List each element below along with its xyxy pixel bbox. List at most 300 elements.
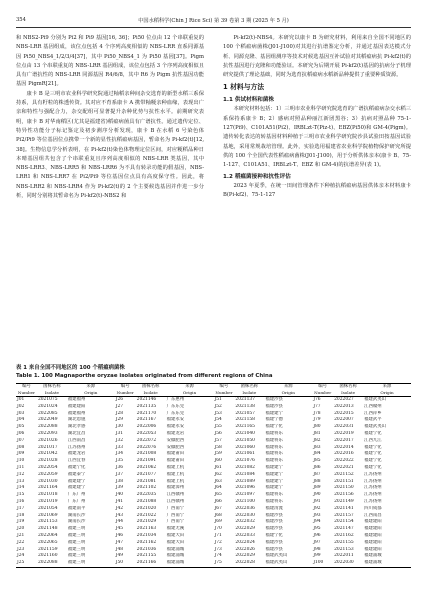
table-cell: J81 [313, 430, 321, 436]
body-paragraph: 2023 年夏季，在统一田间管理条件下种植抗稻瘟病基因供体亲本材料康卡 B(Pi-kf2)、75-1-127 [223, 182, 411, 198]
table-cell: 福建大田 [166, 532, 185, 538]
table-cell: J05 [17, 424, 25, 430]
table-cell: J38 [115, 478, 124, 484]
table-cell: 2021166 [136, 560, 166, 567]
table-cell: 2021150 [334, 485, 354, 491]
table-row [16, 411, 411, 418]
table-cell: 2021069 [37, 512, 58, 518]
table-cell: 江苏扬州 [364, 492, 382, 498]
table-cell: 2021138 [235, 403, 255, 409]
table-cell: 广西南宁 [166, 519, 185, 525]
table-cell: J48 [115, 546, 124, 552]
table-cell: J30 [115, 424, 124, 430]
table-cell: 2022064 [37, 532, 58, 538]
table-caption-cn: 表 1 来自全国不同地区的 100 个稻瘟病菌株 [16, 365, 125, 371]
table-cell: J96 [313, 532, 321, 538]
table-cell: 2021036 [136, 546, 157, 552]
column-header-en: Isolate [37, 390, 67, 396]
table-cell: J56 [214, 430, 222, 436]
table-cell: 福建泰宁 [67, 471, 86, 477]
table-cell: 江苏扬州 [364, 478, 382, 484]
page-number: 354 [16, 17, 26, 23]
table-row [16, 540, 411, 547]
table-cell: J13 [17, 478, 25, 484]
table-cell: J03 [17, 410, 25, 416]
table-cell: 2021028 [37, 458, 58, 464]
table-cell: 2021008 [136, 451, 157, 457]
table-cell: 福建上杭 [166, 471, 185, 477]
table-cell: 2021084 [235, 471, 255, 477]
table-cell: J53 [214, 410, 222, 416]
table-cell: J42 [115, 505, 124, 511]
table-cell: J91 [313, 498, 321, 504]
table-cell: 福建宁化 [265, 532, 283, 538]
table-row [16, 560, 411, 567]
table-cell: J20 [17, 526, 25, 532]
table-cell: 2021167 [136, 417, 157, 423]
table-cell: 江苏扬州 [364, 471, 382, 477]
column-header-en: Number [116, 390, 134, 396]
table-cell: 福建宁德 [265, 417, 283, 423]
table-cell: J68 [214, 512, 222, 518]
table-cell: J54 [214, 417, 222, 423]
table-cell: 2022026 [235, 546, 255, 552]
table-cell: 2021149 [334, 498, 354, 504]
table-cell: J11 [17, 464, 25, 470]
table-cell: J64 [214, 485, 222, 491]
table-cell: 2021040 [235, 430, 255, 436]
table-cell: J39 [115, 485, 124, 491]
table-cell: J73 [214, 546, 222, 552]
table-cell: 江西南昌 [67, 437, 86, 443]
table-cell: 2022088 [37, 424, 58, 430]
table-cell: 江西南昌 [364, 512, 382, 518]
table-cell: 2021163 [136, 526, 157, 532]
body-paragraph: 本研究材料包括：1）三明市农业科学研究院选育的广谱抗稻瘟病杂交水稻三系保持系康卡 B；2）感病对照品种丽江新团黑谷；3）抗病对照品种 75-1-127(Pi9)、C101A51(Pi2)、IRBLzt-T(Piz-t)、EBZ(Pi50)和 GM-4(Pigm)。遗传转化表达的转基因材料种植于三明市农业科学研究院沙县试验田按基因试验基地，采用常规栽培管理。此外，实验选用福建省农业科学院植物保护研究所提供的 100 个全国代表性稻瘟病菌株(J01-J100)，用于分析供体亲本(康卡 B、75-1-127、C101A51、IRBLzt-T、EBZ 和 GM-4)的抗谱差异(表 1)。 [223, 106, 411, 169]
table-cell: 福建将乐 [265, 444, 283, 450]
table-cell: 福建将乐 [265, 458, 283, 464]
table-cell: 2021034 [136, 532, 157, 538]
table-cell: 2021146 [136, 397, 157, 402]
table-cell: 江苏扬州 [364, 498, 382, 504]
table-cell: 2021097 [235, 492, 255, 498]
table-cell: 广西南宁 [166, 512, 185, 518]
table-cell: 福建将乐 [265, 430, 283, 436]
table-cell: J14 [17, 485, 25, 491]
table-cell: 2021088 [136, 498, 157, 504]
table-cell: J23 [17, 546, 25, 552]
table-cell: 福建宁化 [364, 464, 382, 470]
table-cell: 2022035 [136, 492, 157, 498]
table-cell: 2021077 [136, 471, 157, 477]
table-cell: J100 [312, 560, 333, 567]
table-cell: J99 [313, 553, 321, 559]
table-header-cn [16, 384, 411, 391]
column-header-en: Number [215, 390, 233, 396]
table-cell: J04 [17, 417, 25, 423]
body-paragraph: 康卡 B 是三明市农业科学研究院通过籼稻亲种间杂交选育的新型水稻三系保持系，具有籽粒的株透传资。其对应不育系康卡 A 携带籼粳亲种血缘，表现出广亲和特性与强配合力，杂交配组可显著提升杂种优势与抗性水平。前期研究表明，康卡 B 对华南稻区(尤其是福建省)稻瘟病菌具有广谱抗性。通过遗传定位、特异性功能分子标记鉴定及初步测序分析发现，康卡 B 在水稻 6 号染色体 Pi2/Pi9 等位基因位点携带一个新的显性抗稻瘟病基因，暂命名为 Pi-kf2(t)[12, 38]。生物信息学分析表明，在 Pi-kf2(t)染色体物理定位区间，对应粳稻品种日本晴基因组共包含了个串联重复且序列高度相似的 NBS-LRR 类基因，其中 NBS-LRR3、NBS-LRR5 和 NBS-LRR6 为不具有转录功能的假基因，NBS-LRR1 和 NBS-LRR7 在 Pi2/Pi9 等位基因位点具有高度保守性。因此，将 NBS-LRR2 和 NBS-LRR4 作为 Pi-kf2(t)的 2 个主要候选基因并作进一步分析，同时分别将其暂命名为 Pi-kf2(t)-NBS2 和 [16, 90, 204, 200]
table-cell: J17 [17, 505, 25, 511]
table-cell: 2021089 [235, 478, 255, 484]
table-cell: 福建南平 [67, 505, 86, 511]
table-cell: 2022085 [37, 410, 58, 416]
table-cell: 2022093 [37, 430, 58, 436]
table-cell: J08 [17, 444, 25, 450]
table-cell: 福建建宁 [265, 478, 283, 484]
table-cell: J34 [115, 451, 124, 457]
table-cell: 2021075 [37, 397, 58, 402]
table-cell: 2022030 [235, 512, 255, 518]
table-caption [16, 364, 411, 380]
table-cell: J74 [214, 553, 222, 559]
table-cell: J19 [17, 519, 25, 525]
column-header-cn: 来源 [166, 384, 214, 391]
table-cell: 2021162 [136, 539, 157, 545]
table-cell: J28 [115, 410, 124, 416]
table-cell: J47 [115, 539, 124, 545]
table-cell: 江西赣州 [166, 498, 185, 504]
table-cell: 2022006 [136, 424, 157, 430]
section-heading: 1 材料与方法 [223, 83, 265, 92]
table-cell: J44 [115, 519, 124, 525]
table-row [16, 547, 411, 554]
table-cell: 广东东莞 [166, 410, 185, 416]
table-cell: J18 [17, 512, 25, 518]
table-cell: 2021022 [136, 512, 157, 518]
table-cell: 福建建阳 [364, 532, 382, 538]
table-cell: 福建宁化 [364, 430, 382, 436]
table-row [16, 465, 411, 472]
table-cell: 2022029 [235, 526, 255, 532]
table-cell: J78 [313, 410, 321, 416]
table-cell: 2021162 [334, 532, 354, 538]
left-column [16, 34, 204, 361]
table-cell: 2022021 [334, 464, 354, 470]
table-row [16, 513, 411, 520]
column-header-en: Origin [264, 390, 312, 396]
table-cell: 2021156 [334, 492, 354, 498]
table-cell: 2022033 [235, 532, 255, 538]
column-header-cn: 编号 [213, 384, 234, 391]
table-cell: 2021018 [37, 492, 58, 498]
table-cell: J09 [17, 451, 25, 457]
table-cell: J84 [313, 451, 321, 457]
table-cell: 福建将乐 [265, 437, 283, 443]
table-row [16, 445, 411, 452]
body-paragraph: Pi-kf2(t)-NBS4。本研究以康卡 B 为研究材料，利用来自全国不同地区的 100 个稻瘟病菌株(J01-J100)对其进行抗谱鉴定分析，并通过基因表达模式分析、同源克隆、基因组测序等技术对候选基因互补试验对其稻瘟病抗 Pi-kf2(t)的抗性基因进行克隆和功能验证。本研究为后期开展 Pi-kf2(t)基因的抗病分子机理研究提供了理论基础，同时为选育抗稻瘟病水稻新品种提供了重要种质资源。 [223, 35, 411, 79]
table-cell: 2022019 [334, 430, 354, 436]
table-cell: J60 [214, 458, 222, 464]
table-cell: 福建宁化 [364, 458, 382, 464]
table-cell: J29 [115, 417, 124, 423]
table-row [16, 479, 411, 486]
table-cell: 江西九江 [364, 437, 382, 443]
table-cell: 江西宜春 [67, 458, 86, 464]
table-cell: 2022049 [37, 417, 58, 423]
table-cell: 福建武夷山 [264, 560, 312, 567]
column-header-cn: 来源 [363, 384, 411, 391]
table-cell: 2022031 [334, 424, 354, 430]
table-cell: 福建福州 [67, 397, 86, 402]
table-cell: 福建浦城 [363, 560, 411, 567]
table-cell: 2021019 [37, 498, 58, 504]
table-row [16, 451, 411, 458]
table-cell: J43 [115, 512, 124, 518]
table-row [16, 472, 411, 479]
table-cell: 2021135 [136, 403, 157, 409]
table-cell: 福建宁化 [67, 464, 86, 470]
table-cell: 福建浦城 [166, 560, 214, 567]
table-cell: 福建三明 [67, 532, 86, 538]
table-row [16, 404, 411, 411]
table-cell: 福建将乐 [265, 451, 283, 457]
table-cell: J63 [214, 478, 222, 484]
table-cell: 2022030 [333, 560, 363, 567]
table-cell: 湖北恩施 [67, 417, 86, 423]
table-cell: 福建永安 [166, 424, 185, 430]
table-cell: 2022014 [334, 444, 354, 450]
table-cell: 2022016 [334, 451, 354, 457]
table-row [16, 417, 411, 424]
table-cell: 福建三明 [67, 539, 86, 545]
table-cell: 湖南长沙 [67, 512, 86, 518]
table-cell: 福建龙岩 [166, 430, 185, 436]
table-cell: J94 [313, 519, 321, 525]
table-cell: 福建永安 [166, 417, 185, 423]
table-cell: 2022017 [334, 437, 354, 443]
table-cell: 2021153 [334, 546, 354, 552]
table-cell: J57 [214, 437, 222, 443]
table-cell: J76 [313, 397, 321, 402]
table-row [16, 458, 411, 465]
table-cell: J12 [17, 471, 25, 477]
journal-title: 中国水稻科学(Chin J Rice Sci) 第 39 卷第 3 期 (2025 年 5 月) [138, 18, 289, 24]
table-cell: J72 [214, 539, 222, 545]
table-cell: 2021042 [37, 451, 58, 457]
column-header-cn: 菌株名称 [136, 384, 166, 391]
table-cell: J25 [16, 560, 37, 567]
table-cell: 2021030 [37, 478, 58, 484]
table-cell: 福建将乐 [265, 498, 283, 504]
table-cell: J61 [214, 464, 222, 470]
table-cell: 福建建阳 [364, 526, 382, 532]
table-cell: J62 [214, 471, 222, 477]
table-cell: 福建建宁 [265, 471, 283, 477]
table-cell: J33 [115, 444, 124, 450]
table-cell: J49 [115, 553, 124, 559]
table-cell: J02 [17, 403, 25, 409]
table-cell: 广东广州 [67, 498, 86, 504]
table-cell: 2022015 [334, 410, 354, 416]
table-cell: 2022054 [37, 464, 58, 470]
table-cell: 广东广州 [67, 492, 86, 498]
table-cell: 福建上杭 [166, 464, 185, 470]
table-cell: 福建上杭 [166, 478, 185, 484]
table-cell: 2021029 [136, 519, 157, 525]
table-cell: 2021082 [235, 464, 255, 470]
table-cell: J58 [214, 444, 222, 450]
column-header-cn: 来源 [264, 384, 312, 391]
table-cell: 福建漳州 [166, 485, 185, 491]
table-cell: 福建建阳 [364, 519, 382, 525]
table-cell: 广东东莞 [166, 403, 185, 409]
table-cell: 四川成都 [364, 505, 382, 511]
column-header-cn: 菌株名称 [333, 384, 363, 391]
table-cell: J92 [313, 505, 321, 511]
table-cell: 2021024 [37, 403, 58, 409]
table-cell: 2022022 [334, 458, 354, 464]
table-cell: 2022011 [334, 553, 354, 559]
table-cell: J65 [214, 492, 222, 498]
column-header-en: Number [17, 390, 36, 396]
table-row [16, 492, 411, 499]
table-cell: J36 [115, 464, 124, 470]
table-cell: J79 [313, 417, 321, 423]
column-header-en: Number [314, 390, 332, 396]
table-cell: J40 [115, 492, 124, 498]
table-cell: 江苏扬州 [364, 485, 382, 491]
table-cell: 2021081 [136, 478, 157, 484]
table-cell: 2022036 [235, 505, 255, 511]
column-header-cn: 编号 [16, 384, 37, 391]
column-header-en: Origin [166, 390, 214, 396]
table-cell: 2022072 [136, 437, 157, 443]
table-cell: 福建沙县 [265, 539, 283, 545]
table-cell: 2021141 [334, 505, 354, 511]
table-cell: 广西南宁 [166, 505, 185, 511]
table-cell: 福建建宁 [265, 464, 283, 470]
table-cell: J45 [115, 526, 124, 532]
table-cell: J21 [17, 532, 25, 538]
table-cell: 2021158 [235, 417, 255, 423]
table-cell: 2021153 [37, 519, 58, 525]
table-cell: 2021061 [235, 451, 255, 457]
table-cell: 2022007 [334, 417, 354, 423]
table-cell: J26 [115, 397, 124, 402]
table-cell: 福建三明 [67, 526, 86, 532]
table-cell: 2022024 [235, 539, 255, 545]
table-body [16, 397, 411, 568]
column-header-cn: 菌株名称 [234, 384, 264, 391]
table-cell: J46 [115, 532, 124, 538]
table-cell: 2022053 [136, 430, 157, 436]
table-cell: J10 [17, 458, 25, 464]
table-cell: 2021054 [37, 505, 58, 511]
column-header-cn: 编号 [312, 384, 333, 391]
table-cell: J88 [313, 478, 321, 484]
table-cell: 福建浦城 [166, 553, 185, 559]
table-cell: 福建浦城 [166, 546, 185, 552]
table-cell: 福建沙县 [265, 526, 283, 532]
table-cell: J32 [115, 437, 124, 443]
right-column [223, 34, 411, 361]
table-row [16, 424, 411, 431]
body-paragraph: 和 NBS2-Pi9 分别为 Pi2 和 Pi9 基因[16, 36]；Pi50 位点由 12 个串联重复的 NBS-LRR 基因组成，该位点包括 4 个序列高度相似的 NBS-LRR 直系同源基因 Pi50_NBS4_1/2/3/4[37]，其中 Pi50_NBS4_1 为 Pi50 基因[37]。Pigm 位点由 13 个串联重复的 NBS-LRR 基因组成，该位点包括 3 个序列高度相似且具有广谱抗性的 NBS-LRR 同源基因 R4/6/8，其中 R6 为 Pigm 抗性基因功能基因 PigmR[21]。 [16, 35, 204, 88]
table-cell: J01 [17, 397, 25, 402]
table-cell: 2021165 [235, 424, 255, 430]
table-row [16, 431, 411, 438]
table-cell: 福建沙县 [265, 519, 283, 525]
table-cell: 福建浦城 [364, 553, 382, 559]
table-cell: 广东惠州 [166, 397, 185, 402]
table-cell: 2021026 [37, 437, 58, 443]
table-cell: 福建建宁 [265, 485, 283, 491]
table-cell: 2021062 [136, 464, 157, 470]
table-cell: 福建尤溪 [166, 526, 185, 532]
table-cell: 福建大田 [166, 539, 185, 545]
table-row [16, 499, 411, 506]
table-cell: 2021091 [136, 458, 157, 464]
table-cell: 2022032 [235, 519, 255, 525]
column-header-cn: 编号 [115, 384, 136, 391]
table-cell: J83 [313, 444, 321, 450]
table-row [16, 519, 411, 526]
column-header-en: Isolate [136, 390, 166, 396]
table-cell: 福建三明 [67, 553, 86, 559]
table-cell: 福建三明 [67, 546, 86, 552]
table-row [16, 506, 411, 513]
table-cell: 2021152 [334, 471, 354, 477]
column-header-cn: 菌株名称 [37, 384, 67, 391]
subsection-heading: 1.2 稻瘟菌接种和抗性评估 [223, 173, 291, 180]
table-cell: J87 [313, 471, 321, 477]
table-cell: 2021159 [37, 546, 58, 552]
table-cell: 安徽肥西 [166, 437, 185, 443]
table-cell: J71 [214, 532, 222, 538]
table-cell: 2021060 [235, 444, 255, 450]
table-cell: 2021057 [235, 410, 255, 416]
table-cell: J52 [214, 403, 222, 409]
table-cell: J69 [214, 519, 222, 525]
table-cell: 福建武夷山 [364, 424, 387, 430]
table-cell: J50 [115, 560, 136, 567]
table-cell: 2021076 [235, 458, 255, 464]
table-cell: 2022027 [334, 397, 354, 402]
table-row [16, 485, 411, 492]
table-cell: J85 [313, 458, 321, 464]
table-cell: 2021137 [235, 397, 255, 402]
table-cell: J70 [214, 526, 222, 532]
table-cell: J86 [313, 464, 321, 470]
table-cell: 福建建宁 [265, 410, 283, 416]
table-cell: 福建宁化 [265, 424, 283, 430]
table-cell: 福建武夷山 [265, 553, 288, 559]
table-cell: 2021148 [37, 526, 58, 532]
table-cell: 湖南长沙 [67, 519, 86, 525]
column-header-en: Isolate [234, 390, 264, 396]
table-cell: 2021155 [334, 539, 354, 545]
table-cell: J15 [17, 492, 25, 498]
table-cell: J55 [214, 424, 222, 430]
table-cell: 2021155 [136, 553, 157, 559]
table-cell: 湖北宜昌 [67, 430, 86, 436]
table-cell: 2021050 [235, 437, 255, 443]
table-cell: J82 [313, 437, 321, 443]
table-cell: 2022076 [136, 444, 157, 450]
table-cell: J41 [115, 498, 124, 504]
table-cell: 福建三明 [67, 560, 115, 567]
table-cell: 江苏扬州 [67, 444, 86, 450]
table-cell: 江西赣州 [166, 492, 185, 498]
table-cell: 福建龙岩 [67, 451, 86, 457]
table-cell: 安徽肥西 [166, 444, 185, 450]
table-cell: J24 [17, 553, 25, 559]
table-cell: J07 [17, 437, 25, 443]
table-cell: 2021160 [37, 553, 58, 559]
running-header [16, 17, 411, 25]
table-cell: J97 [313, 539, 321, 545]
table-cell: J06 [17, 430, 25, 436]
